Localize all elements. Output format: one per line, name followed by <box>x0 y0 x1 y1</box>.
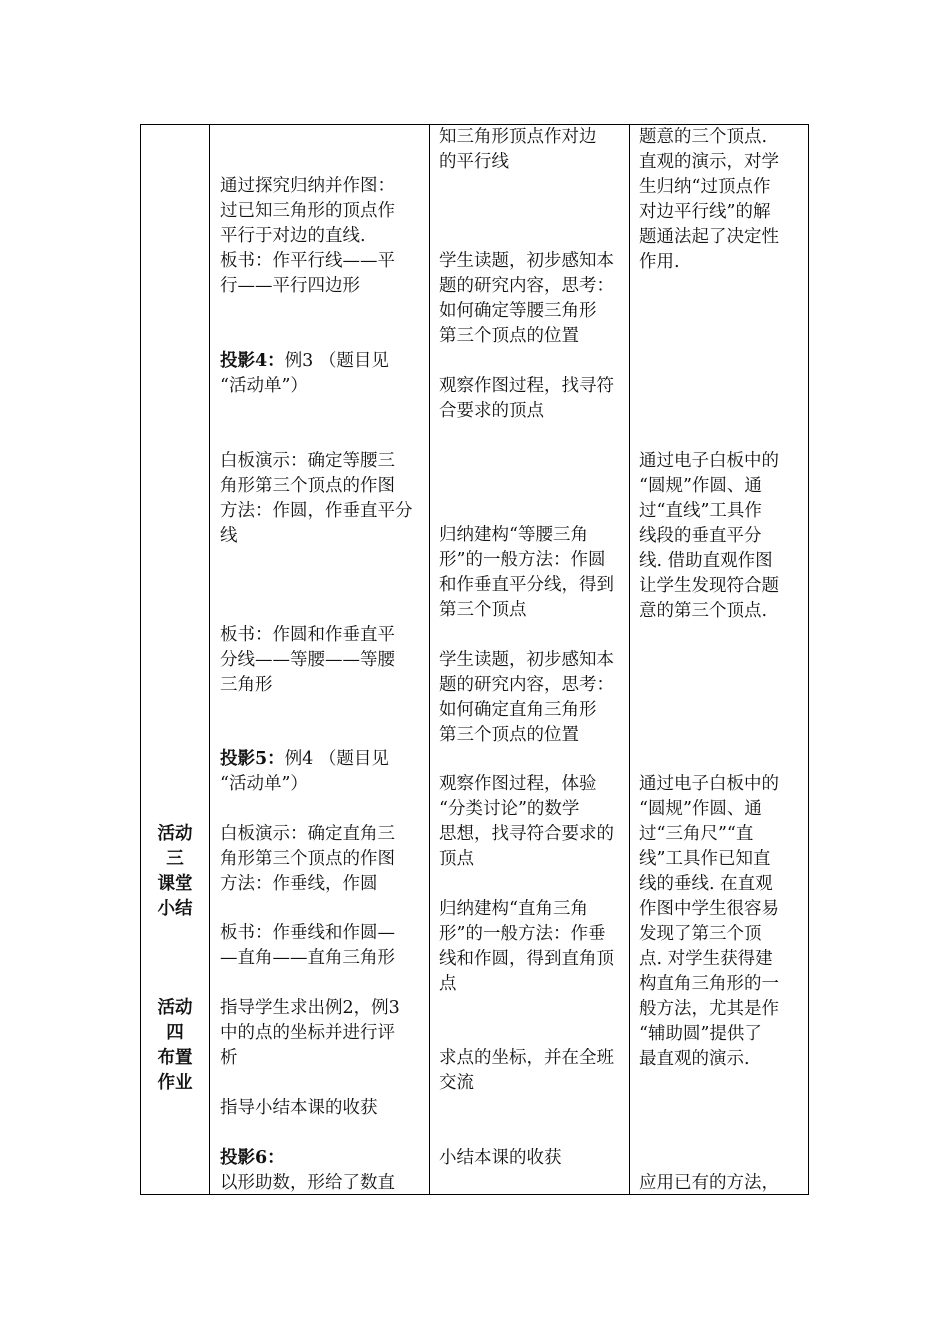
column-divider <box>209 124 210 1195</box>
whiteboard-demo-1: 白板演示：确定等腰三 角形第三个顶点的作图 方法：作圆，作垂直平分 线 <box>220 451 413 546</box>
activity3-label: 活动 三 课堂 小结 <box>157 824 193 919</box>
projection-6-title: 投影6： <box>220 1148 285 1168</box>
intent-top: 题意的三个顶点. 直观的演示，对学 生归纳“过顶点作 对边平行线”的解 题通法起了决定性 作用. <box>639 127 779 272</box>
student-top: 知三角形顶点作对边 的平行线 <box>439 127 597 172</box>
intent-mid-2: 通过电子白板中的 “圆规”作圆、通 过“三角尺”“直 线”工具作已知直 线的垂线. 在直观 作图中学生很容易 发现了第三个顶 点. 对学生获得建 构直角三角形的一 般方法，尤其是作 “辅助圆”提供了 最直观的演示. <box>639 774 779 1069</box>
intent-mid-1: 通过电子白板中的 “圆规”作圆、通 过“直线”工具作 线段的垂直平分 线. 借助直观作图 让学生发现符合题 意的第三个顶点. <box>639 451 779 621</box>
projection-5: 投影5：例4 （题目见 “活动单”） <box>220 749 389 794</box>
board-note-2: 板书：作圆和作垂直平 分线——等腰——等腰 三角形 <box>220 625 395 695</box>
student-read-2: 学生读题，初步感知本 题的研究内容，思考： 如何确定直角三角形 第三个顶点的位置 <box>439 650 614 745</box>
column-divider <box>629 124 630 1195</box>
student-observe-2: 观察作图过程，体验 “分类讨论”的数学 思想，找寻符合要求的 顶点 <box>439 774 614 869</box>
projection-6: 投影6： 以形助数，形给了数直 <box>220 1148 395 1193</box>
board-note-1: 板书：作平行线——平 行——平行四边形 <box>220 251 395 296</box>
projection-4-title: 投影4： <box>220 351 285 371</box>
student-coords: 求点的坐标，并在全班 交流 <box>439 1048 614 1093</box>
column-divider <box>429 124 430 1195</box>
projection-4: 投影4：例3 （题目见 “活动单”） <box>220 351 389 396</box>
student-read-1: 学生读题，初步感知本 题的研究内容，思考： 如何确定等腰三角形 第三个顶点的位置 <box>439 251 614 346</box>
whiteboard-demo-2: 白板演示：确定直角三 角形第三个顶点的作图 方法：作垂线，作圆 <box>220 824 395 894</box>
board-note-3: 板书：作垂线和作圆— —直角——直角三角形 <box>220 923 395 968</box>
student-summary: 小结本课的收获 <box>439 1148 562 1168</box>
guide-coordinates: 指导学生求出例2，例3 中的点的坐标并进行评 析 <box>220 998 400 1068</box>
activity4-label: 活动 四 布置 作业 <box>157 998 193 1093</box>
student-observe-1: 观察作图过程，找寻符 合要求的顶点 <box>439 376 614 421</box>
explore-text: 通过探究归纳并作图： 过已知三角形的顶点作 平行于对边的直线. <box>220 176 395 246</box>
intent-bottom: 应用已有的方法， <box>639 1173 779 1193</box>
student-induce-1: 归纳建构“等腰三角 形”的一般方法：作圆 和作垂直平分线，得到 第三个顶点 <box>439 525 614 620</box>
projection-5-title: 投影5： <box>220 749 285 769</box>
student-induce-2: 归纳建构“直角三角 形”的一般方法：作垂 线和作圆，得到直角顶 点 <box>439 899 614 994</box>
guide-summary: 指导小结本课的收获 <box>220 1098 378 1118</box>
